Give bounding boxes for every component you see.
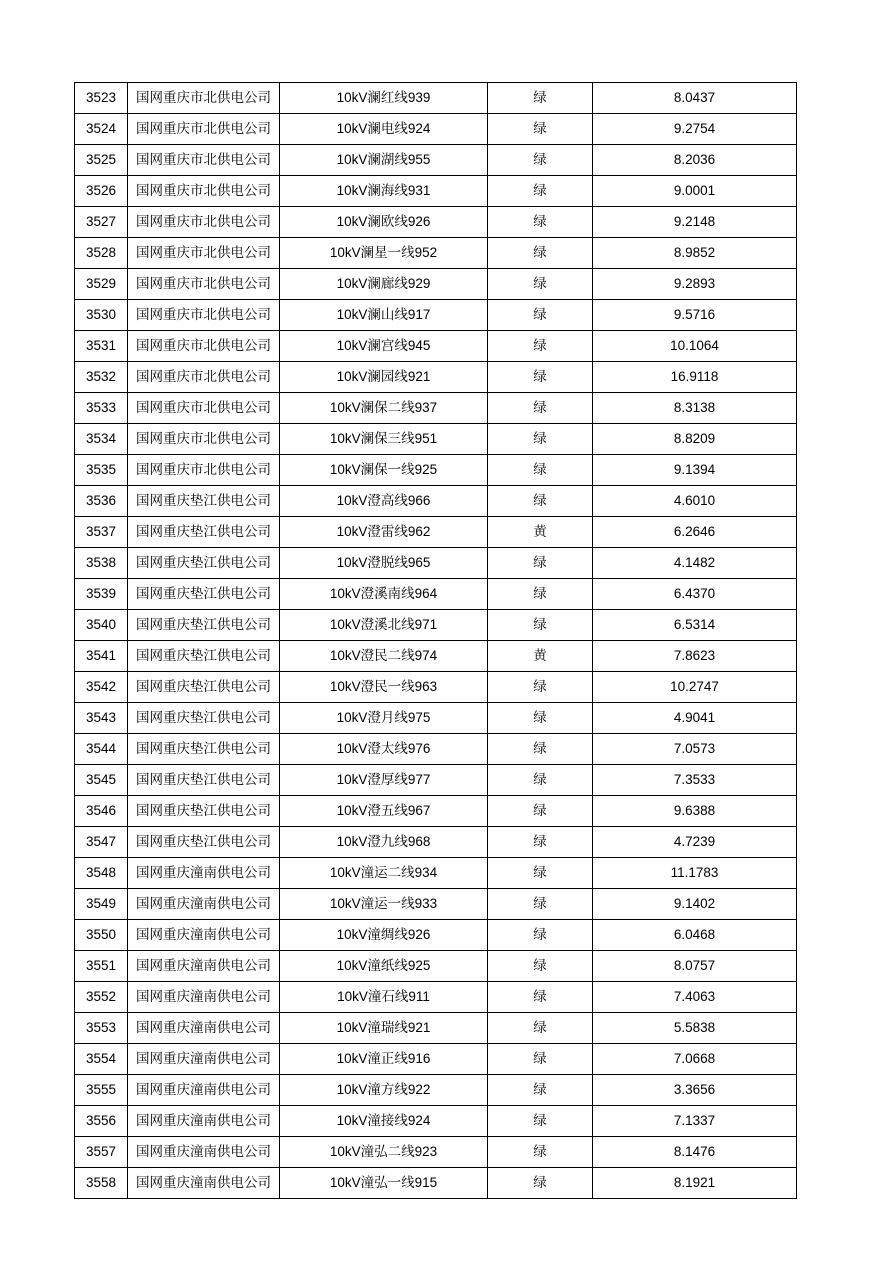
row-index-cell: 3549 bbox=[75, 889, 128, 920]
row-value-cell: 8.3138 bbox=[593, 393, 797, 424]
table-row bbox=[75, 827, 797, 858]
table-row bbox=[75, 331, 797, 362]
table-row bbox=[75, 548, 797, 579]
row-line-cell: 10kV澜廊线929 bbox=[280, 269, 488, 300]
row-color-cell: 绿 bbox=[488, 548, 593, 579]
row-index-cell: 3543 bbox=[75, 703, 128, 734]
row-color-cell: 绿 bbox=[488, 424, 593, 455]
row-index-cell: 3556 bbox=[75, 1106, 128, 1137]
power-line-table bbox=[74, 82, 797, 1199]
row-company-cell: 国网重庆市北供电公司 bbox=[128, 269, 280, 300]
row-value-cell: 8.9852 bbox=[593, 238, 797, 269]
row-company-cell: 国网重庆垫江供电公司 bbox=[128, 672, 280, 703]
row-index-cell: 3551 bbox=[75, 951, 128, 982]
row-line-cell: 10kV潼弘一线915 bbox=[280, 1168, 488, 1199]
row-company-cell: 国网重庆市北供电公司 bbox=[128, 331, 280, 362]
row-index-cell: 3538 bbox=[75, 548, 128, 579]
row-company-cell: 国网重庆垫江供电公司 bbox=[128, 734, 280, 765]
row-color-cell: 绿 bbox=[488, 1168, 593, 1199]
row-color-cell: 绿 bbox=[488, 83, 593, 114]
row-value-cell: 16.9118 bbox=[593, 362, 797, 393]
row-line-cell: 10kV澄脱线965 bbox=[280, 548, 488, 579]
row-line-cell: 10kV澄民一线963 bbox=[280, 672, 488, 703]
table-row bbox=[75, 703, 797, 734]
row-company-cell: 国网重庆潼南供电公司 bbox=[128, 1137, 280, 1168]
row-company-cell: 国网重庆潼南供电公司 bbox=[128, 982, 280, 1013]
table-row bbox=[75, 858, 797, 889]
row-value-cell: 10.1064 bbox=[593, 331, 797, 362]
table-row bbox=[75, 951, 797, 982]
row-index-cell: 3537 bbox=[75, 517, 128, 548]
row-value-cell: 7.4063 bbox=[593, 982, 797, 1013]
row-line-cell: 10kV澄九线968 bbox=[280, 827, 488, 858]
row-value-cell: 6.5314 bbox=[593, 610, 797, 641]
row-value-cell: 8.8209 bbox=[593, 424, 797, 455]
row-line-cell: 10kV澜欧线926 bbox=[280, 207, 488, 238]
row-line-cell: 10kV澜红线939 bbox=[280, 83, 488, 114]
row-value-cell: 8.0437 bbox=[593, 83, 797, 114]
row-index-cell: 3555 bbox=[75, 1075, 128, 1106]
table-row bbox=[75, 734, 797, 765]
row-color-cell: 绿 bbox=[488, 827, 593, 858]
row-line-cell: 10kV潼石线911 bbox=[280, 982, 488, 1013]
row-value-cell: 9.0001 bbox=[593, 176, 797, 207]
row-index-cell: 3558 bbox=[75, 1168, 128, 1199]
row-color-cell: 绿 bbox=[488, 176, 593, 207]
row-value-cell: 6.4370 bbox=[593, 579, 797, 610]
row-index-cell: 3547 bbox=[75, 827, 128, 858]
table-row bbox=[75, 1168, 797, 1199]
row-line-cell: 10kV澜湖线955 bbox=[280, 145, 488, 176]
row-color-cell: 绿 bbox=[488, 145, 593, 176]
row-line-cell: 10kV澄月线975 bbox=[280, 703, 488, 734]
row-index-cell: 3524 bbox=[75, 114, 128, 145]
row-company-cell: 国网重庆垫江供电公司 bbox=[128, 641, 280, 672]
row-index-cell: 3539 bbox=[75, 579, 128, 610]
table-row bbox=[75, 83, 797, 114]
row-company-cell: 国网重庆垫江供电公司 bbox=[128, 517, 280, 548]
row-index-cell: 3527 bbox=[75, 207, 128, 238]
row-color-cell: 绿 bbox=[488, 362, 593, 393]
row-line-cell: 10kV潼运一线933 bbox=[280, 889, 488, 920]
row-value-cell: 7.8623 bbox=[593, 641, 797, 672]
row-index-cell: 3552 bbox=[75, 982, 128, 1013]
row-index-cell: 3526 bbox=[75, 176, 128, 207]
row-company-cell: 国网重庆市北供电公司 bbox=[128, 393, 280, 424]
row-color-cell: 绿 bbox=[488, 1106, 593, 1137]
row-line-cell: 10kV澄厚线977 bbox=[280, 765, 488, 796]
row-value-cell: 4.1482 bbox=[593, 548, 797, 579]
row-value-cell: 9.2754 bbox=[593, 114, 797, 145]
row-company-cell: 国网重庆市北供电公司 bbox=[128, 145, 280, 176]
row-line-cell: 10kV潼接线924 bbox=[280, 1106, 488, 1137]
row-color-cell: 绿 bbox=[488, 331, 593, 362]
row-value-cell: 9.2148 bbox=[593, 207, 797, 238]
table-row bbox=[75, 176, 797, 207]
row-value-cell: 4.7239 bbox=[593, 827, 797, 858]
row-index-cell: 3557 bbox=[75, 1137, 128, 1168]
row-company-cell: 国网重庆市北供电公司 bbox=[128, 114, 280, 145]
row-value-cell: 7.0573 bbox=[593, 734, 797, 765]
row-line-cell: 10kV潼正线916 bbox=[280, 1044, 488, 1075]
row-company-cell: 国网重庆潼南供电公司 bbox=[128, 889, 280, 920]
row-company-cell: 国网重庆垫江供电公司 bbox=[128, 579, 280, 610]
table-row bbox=[75, 1075, 797, 1106]
table-row bbox=[75, 796, 797, 827]
row-index-cell: 3548 bbox=[75, 858, 128, 889]
table-row bbox=[75, 145, 797, 176]
row-color-cell: 绿 bbox=[488, 858, 593, 889]
row-color-cell: 绿 bbox=[488, 734, 593, 765]
row-company-cell: 国网重庆市北供电公司 bbox=[128, 424, 280, 455]
row-line-cell: 10kV潼纸线925 bbox=[280, 951, 488, 982]
row-line-cell: 10kV澄溪北线971 bbox=[280, 610, 488, 641]
row-company-cell: 国网重庆垫江供电公司 bbox=[128, 703, 280, 734]
row-line-cell: 10kV澜电线924 bbox=[280, 114, 488, 145]
table-row bbox=[75, 579, 797, 610]
row-index-cell: 3525 bbox=[75, 145, 128, 176]
row-color-cell: 绿 bbox=[488, 393, 593, 424]
row-line-cell: 10kV澄太线976 bbox=[280, 734, 488, 765]
table-body bbox=[75, 83, 797, 1199]
row-color-cell: 绿 bbox=[488, 455, 593, 486]
row-company-cell: 国网重庆垫江供电公司 bbox=[128, 486, 280, 517]
row-index-cell: 3534 bbox=[75, 424, 128, 455]
row-line-cell: 10kV澜保二线937 bbox=[280, 393, 488, 424]
row-company-cell: 国网重庆市北供电公司 bbox=[128, 455, 280, 486]
row-line-cell: 10kV潼绸线926 bbox=[280, 920, 488, 951]
row-color-cell: 绿 bbox=[488, 1075, 593, 1106]
row-value-cell: 7.3533 bbox=[593, 765, 797, 796]
row-index-cell: 3540 bbox=[75, 610, 128, 641]
row-company-cell: 国网重庆垫江供电公司 bbox=[128, 827, 280, 858]
row-index-cell: 3530 bbox=[75, 300, 128, 331]
row-color-cell: 绿 bbox=[488, 796, 593, 827]
table-row bbox=[75, 455, 797, 486]
row-color-cell: 绿 bbox=[488, 889, 593, 920]
row-line-cell: 10kV澜宫线945 bbox=[280, 331, 488, 362]
row-color-cell: 黄 bbox=[488, 517, 593, 548]
row-color-cell: 绿 bbox=[488, 982, 593, 1013]
row-index-cell: 3529 bbox=[75, 269, 128, 300]
row-color-cell: 绿 bbox=[488, 765, 593, 796]
row-value-cell: 9.5716 bbox=[593, 300, 797, 331]
row-color-cell: 绿 bbox=[488, 300, 593, 331]
row-value-cell: 4.6010 bbox=[593, 486, 797, 517]
row-color-cell: 绿 bbox=[488, 1044, 593, 1075]
row-index-cell: 3523 bbox=[75, 83, 128, 114]
row-color-cell: 绿 bbox=[488, 207, 593, 238]
row-company-cell: 国网重庆垫江供电公司 bbox=[128, 548, 280, 579]
row-value-cell: 11.1783 bbox=[593, 858, 797, 889]
row-company-cell: 国网重庆市北供电公司 bbox=[128, 238, 280, 269]
row-line-cell: 10kV澄溪南线964 bbox=[280, 579, 488, 610]
row-index-cell: 3554 bbox=[75, 1044, 128, 1075]
row-line-cell: 10kV潼方线922 bbox=[280, 1075, 488, 1106]
table-row bbox=[75, 1137, 797, 1168]
table-row bbox=[75, 517, 797, 548]
row-color-cell: 绿 bbox=[488, 610, 593, 641]
row-company-cell: 国网重庆潼南供电公司 bbox=[128, 858, 280, 889]
table-row bbox=[75, 1044, 797, 1075]
row-color-cell: 绿 bbox=[488, 703, 593, 734]
row-color-cell: 绿 bbox=[488, 579, 593, 610]
row-color-cell: 黄 bbox=[488, 641, 593, 672]
row-value-cell: 3.3656 bbox=[593, 1075, 797, 1106]
row-value-cell: 8.1476 bbox=[593, 1137, 797, 1168]
row-value-cell: 8.2036 bbox=[593, 145, 797, 176]
row-company-cell: 国网重庆市北供电公司 bbox=[128, 362, 280, 393]
row-index-cell: 3541 bbox=[75, 641, 128, 672]
row-value-cell: 9.6388 bbox=[593, 796, 797, 827]
row-color-cell: 绿 bbox=[488, 486, 593, 517]
row-value-cell: 4.9041 bbox=[593, 703, 797, 734]
row-index-cell: 3533 bbox=[75, 393, 128, 424]
row-value-cell: 6.2646 bbox=[593, 517, 797, 548]
row-value-cell: 10.2747 bbox=[593, 672, 797, 703]
row-index-cell: 3531 bbox=[75, 331, 128, 362]
row-index-cell: 3528 bbox=[75, 238, 128, 269]
table-row bbox=[75, 672, 797, 703]
table-row bbox=[75, 238, 797, 269]
row-value-cell: 9.2893 bbox=[593, 269, 797, 300]
row-line-cell: 10kV澜星一线952 bbox=[280, 238, 488, 269]
table-row bbox=[75, 641, 797, 672]
row-company-cell: 国网重庆潼南供电公司 bbox=[128, 1168, 280, 1199]
row-index-cell: 3536 bbox=[75, 486, 128, 517]
row-index-cell: 3546 bbox=[75, 796, 128, 827]
row-line-cell: 10kV澄高线966 bbox=[280, 486, 488, 517]
row-company-cell: 国网重庆潼南供电公司 bbox=[128, 1013, 280, 1044]
row-line-cell: 10kV澜园线921 bbox=[280, 362, 488, 393]
table-row bbox=[75, 920, 797, 951]
row-index-cell: 3545 bbox=[75, 765, 128, 796]
row-color-cell: 绿 bbox=[488, 1137, 593, 1168]
table-row bbox=[75, 362, 797, 393]
row-color-cell: 绿 bbox=[488, 951, 593, 982]
row-company-cell: 国网重庆潼南供电公司 bbox=[128, 1075, 280, 1106]
row-company-cell: 国网重庆垫江供电公司 bbox=[128, 610, 280, 641]
row-value-cell: 8.1921 bbox=[593, 1168, 797, 1199]
table-row bbox=[75, 207, 797, 238]
table-row bbox=[75, 486, 797, 517]
table-row bbox=[75, 1106, 797, 1137]
row-company-cell: 国网重庆潼南供电公司 bbox=[128, 920, 280, 951]
row-company-cell: 国网重庆市北供电公司 bbox=[128, 83, 280, 114]
row-line-cell: 10kV澜海线931 bbox=[280, 176, 488, 207]
row-index-cell: 3550 bbox=[75, 920, 128, 951]
table-row bbox=[75, 765, 797, 796]
row-index-cell: 3532 bbox=[75, 362, 128, 393]
row-value-cell: 9.1402 bbox=[593, 889, 797, 920]
table-row bbox=[75, 1013, 797, 1044]
row-value-cell: 5.5838 bbox=[593, 1013, 797, 1044]
row-color-cell: 绿 bbox=[488, 1013, 593, 1044]
row-line-cell: 10kV澄五线967 bbox=[280, 796, 488, 827]
table-row bbox=[75, 114, 797, 145]
row-line-cell: 10kV潼瑞线921 bbox=[280, 1013, 488, 1044]
row-value-cell: 8.0757 bbox=[593, 951, 797, 982]
row-company-cell: 国网重庆垫江供电公司 bbox=[128, 765, 280, 796]
row-company-cell: 国网重庆潼南供电公司 bbox=[128, 1106, 280, 1137]
row-company-cell: 国网重庆市北供电公司 bbox=[128, 207, 280, 238]
row-value-cell: 7.1337 bbox=[593, 1106, 797, 1137]
table-row bbox=[75, 889, 797, 920]
row-company-cell: 国网重庆潼南供电公司 bbox=[128, 1044, 280, 1075]
row-color-cell: 绿 bbox=[488, 672, 593, 703]
row-index-cell: 3553 bbox=[75, 1013, 128, 1044]
row-color-cell: 绿 bbox=[488, 114, 593, 145]
row-value-cell: 9.1394 bbox=[593, 455, 797, 486]
row-line-cell: 10kV澜保三线951 bbox=[280, 424, 488, 455]
data-table-container bbox=[74, 82, 796, 1199]
row-line-cell: 10kV澄民二线974 bbox=[280, 641, 488, 672]
row-color-cell: 绿 bbox=[488, 238, 593, 269]
row-company-cell: 国网重庆市北供电公司 bbox=[128, 300, 280, 331]
row-company-cell: 国网重庆潼南供电公司 bbox=[128, 951, 280, 982]
row-color-cell: 绿 bbox=[488, 920, 593, 951]
table-row bbox=[75, 393, 797, 424]
table-row bbox=[75, 610, 797, 641]
row-company-cell: 国网重庆市北供电公司 bbox=[128, 176, 280, 207]
table-row bbox=[75, 982, 797, 1013]
table-row bbox=[75, 300, 797, 331]
table-row bbox=[75, 424, 797, 455]
row-line-cell: 10kV澄雷线962 bbox=[280, 517, 488, 548]
row-line-cell: 10kV澜保一线925 bbox=[280, 455, 488, 486]
row-line-cell: 10kV潼弘二线923 bbox=[280, 1137, 488, 1168]
row-line-cell: 10kV澜山线917 bbox=[280, 300, 488, 331]
row-index-cell: 3544 bbox=[75, 734, 128, 765]
row-line-cell: 10kV潼运二线934 bbox=[280, 858, 488, 889]
table-row bbox=[75, 269, 797, 300]
row-index-cell: 3535 bbox=[75, 455, 128, 486]
row-color-cell: 绿 bbox=[488, 269, 593, 300]
row-company-cell: 国网重庆垫江供电公司 bbox=[128, 796, 280, 827]
row-value-cell: 7.0668 bbox=[593, 1044, 797, 1075]
row-index-cell: 3542 bbox=[75, 672, 128, 703]
row-value-cell: 6.0468 bbox=[593, 920, 797, 951]
